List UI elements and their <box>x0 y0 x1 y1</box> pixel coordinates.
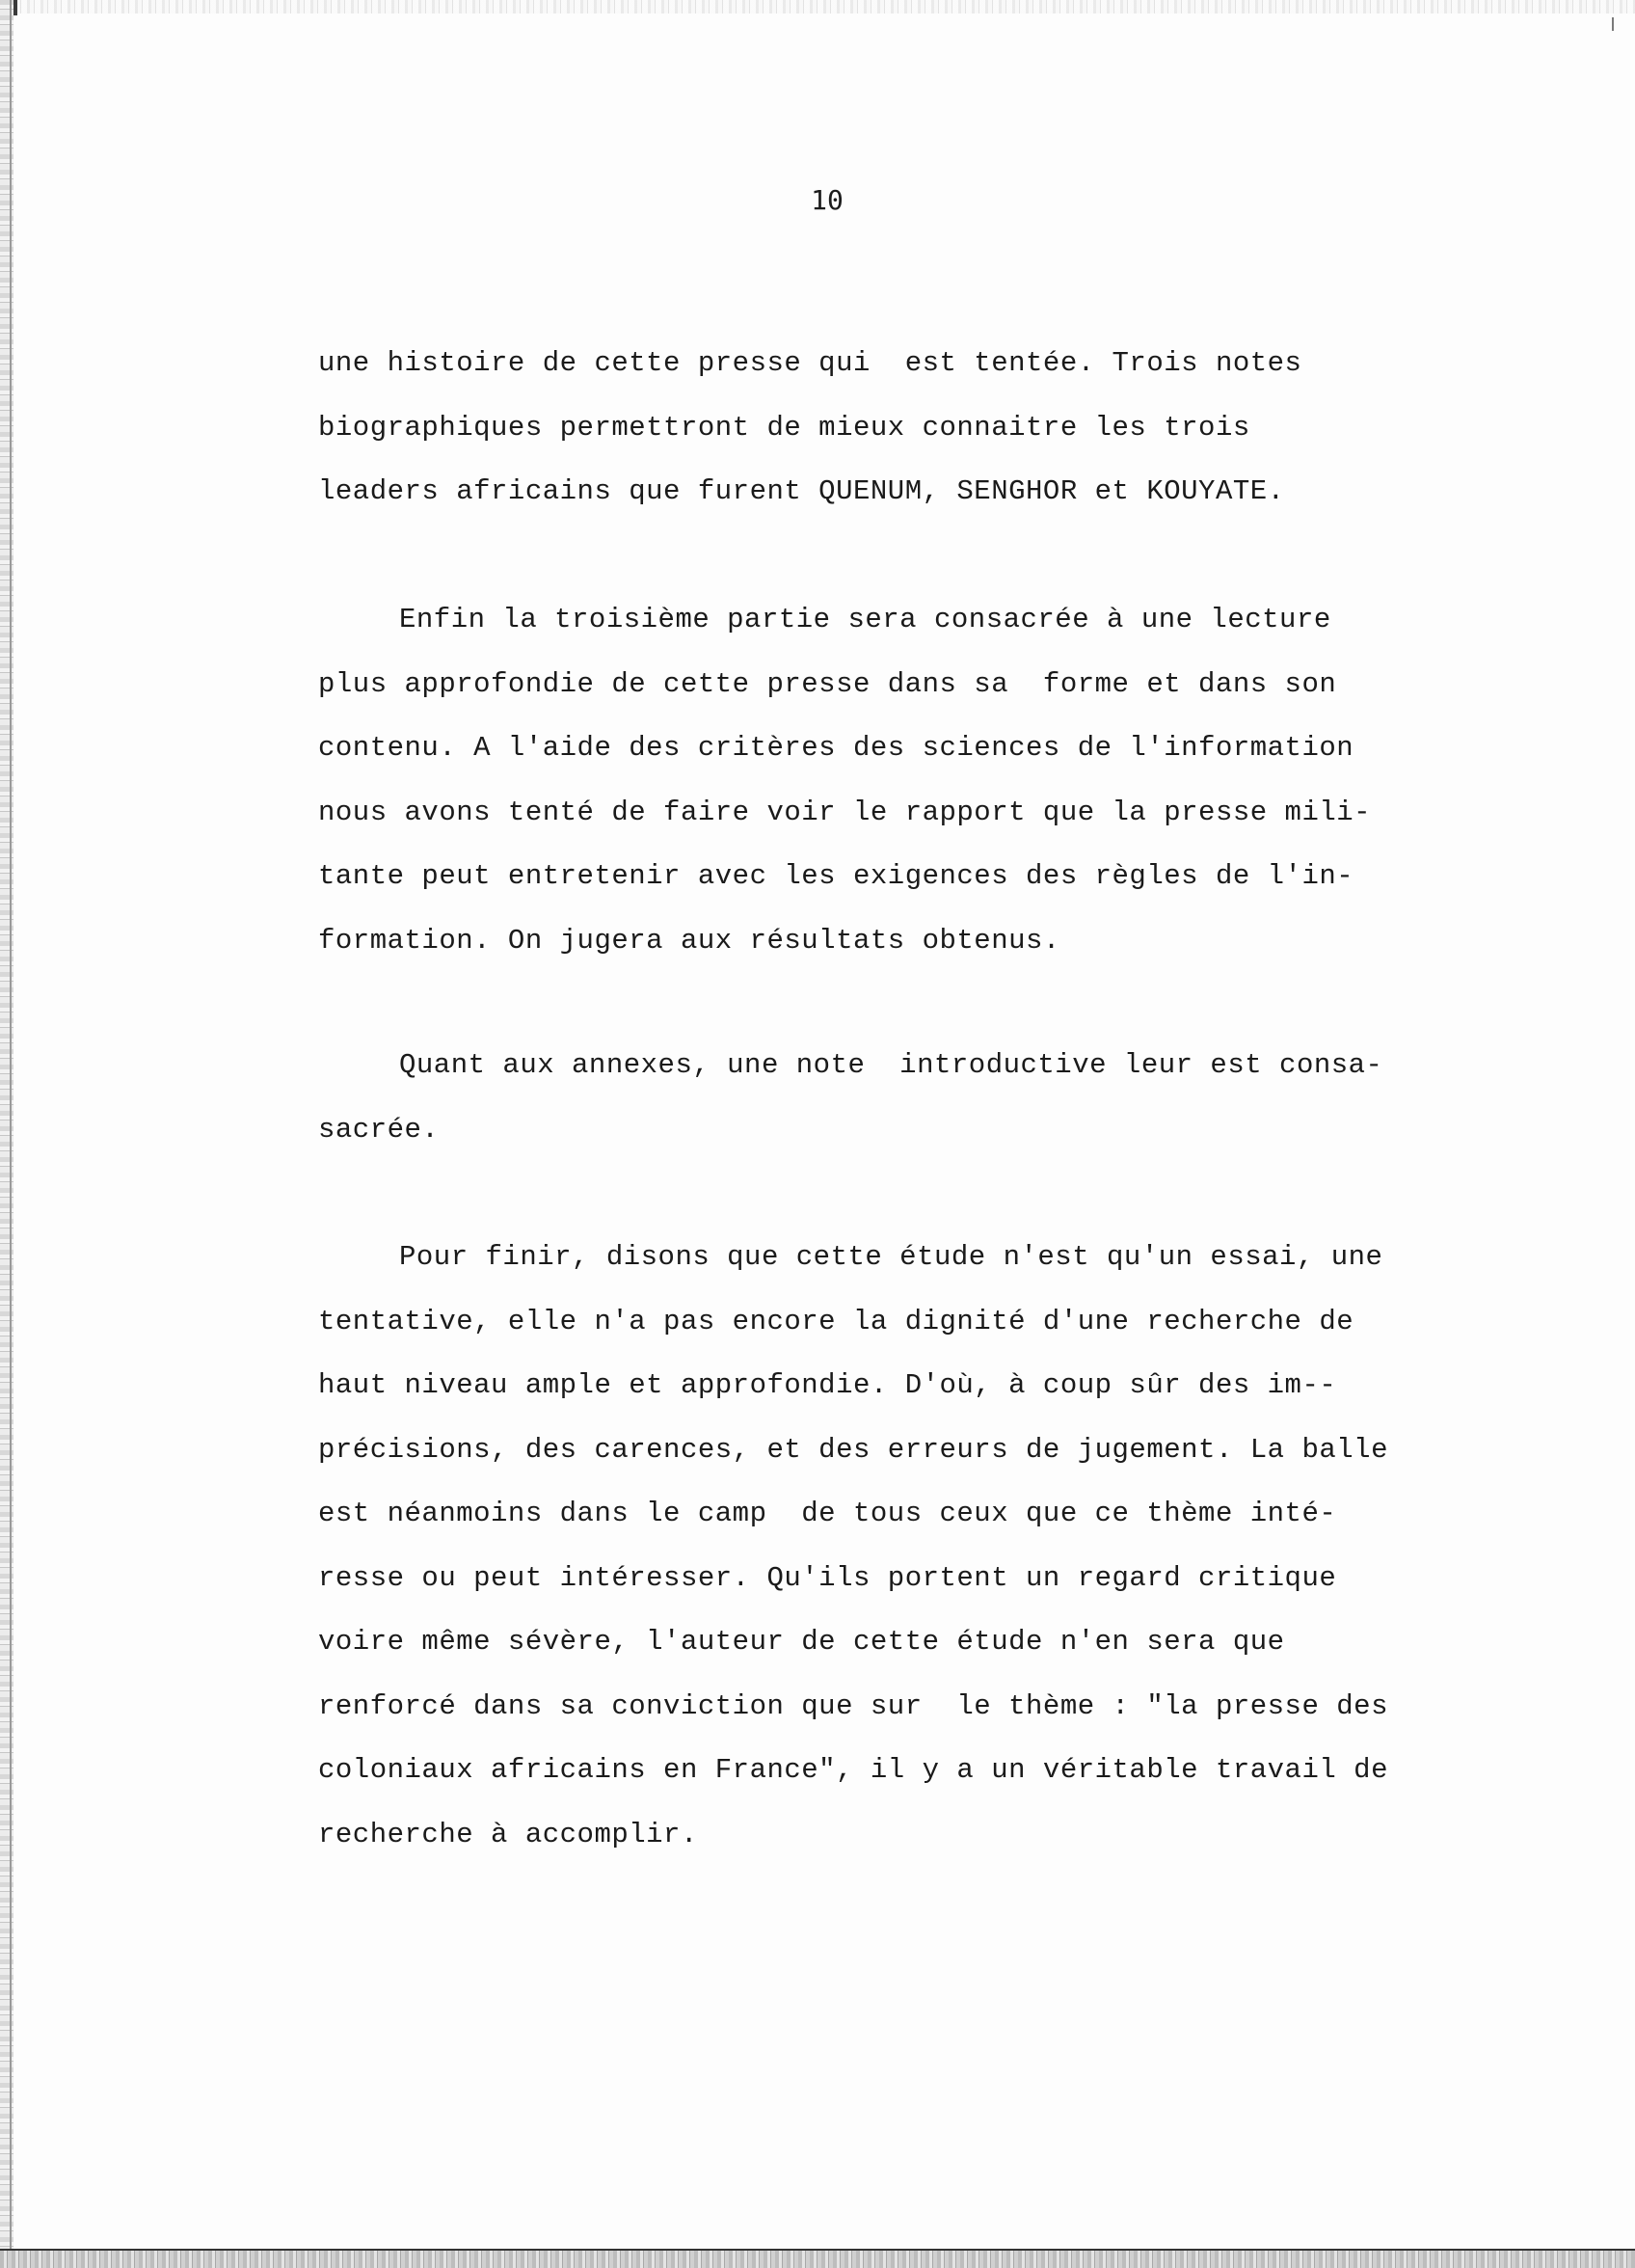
text-line: une histoire de cette presse qui est tentée. Trois notes <box>318 347 1302 379</box>
text-line: formation. On jugera aux résultats obtenus. <box>318 924 1060 957</box>
scan-right-mark <box>1612 17 1614 31</box>
text-line: tentative, elle n'a pas encore la dignité d'une recherche de <box>318 1305 1354 1337</box>
text-line: est néanmoins dans le camp de tous ceux que ce thème inté- <box>318 1498 1337 1529</box>
text-line: voire même sévère, l'auteur de cette étude n'en sera que <box>318 1626 1285 1658</box>
text-line: sacrée. <box>318 1113 440 1146</box>
paragraph-2 <box>318 596 1371 981</box>
paragraph-3 <box>318 1041 1382 1170</box>
page-number: 10 <box>811 184 844 216</box>
text-line: Quant aux annexes, une note introductive leur est consa- <box>399 1049 1383 1081</box>
text-line: contenu. A l'aide des critères des sciences de l'information <box>318 732 1354 764</box>
scan-bottom-edge <box>0 2251 1635 2268</box>
text-line: coloniaux africains en France", il y a un véritable travail de <box>318 1754 1388 1786</box>
text-line: biographiques permettront de mieux connaitre les trois <box>318 411 1250 444</box>
text-line: plus approfondie de cette presse dans sa forme et dans son <box>318 667 1337 700</box>
paragraph-1 <box>318 339 1301 532</box>
text-line: renforcé dans sa conviction que sur le thème : "la presse des <box>318 1689 1388 1722</box>
text-line: tante peut entretenir avec les exigences des règles de l'in- <box>318 860 1354 892</box>
scan-top-edge <box>0 0 1635 14</box>
scan-left-border <box>10 0 12 2268</box>
text-line: leaders africains que furent QUENUM, SENGHOR et KOUYATE. <box>318 475 1285 507</box>
paragraph-4 <box>318 1233 1388 1875</box>
text-line: resse ou peut intéresser. Qu'ils portent un regard critique <box>318 1561 1337 1594</box>
text-line: haut niveau ample et approfondie. D'où, à coup sûr des im-- <box>318 1369 1337 1401</box>
text-line: précisions, des carences, et des erreurs de jugement. La balle <box>318 1433 1388 1466</box>
text-line: Pour finir, disons que cette étude n'est qu'un essai, une <box>399 1241 1383 1273</box>
text-line: nous avons tenté de faire voir le rapport que la presse mili- <box>318 796 1372 828</box>
text-line: recherche à accomplir. <box>318 1818 698 1850</box>
text-line: Enfin la troisième partie sera consacrée à une lecture <box>399 604 1331 635</box>
